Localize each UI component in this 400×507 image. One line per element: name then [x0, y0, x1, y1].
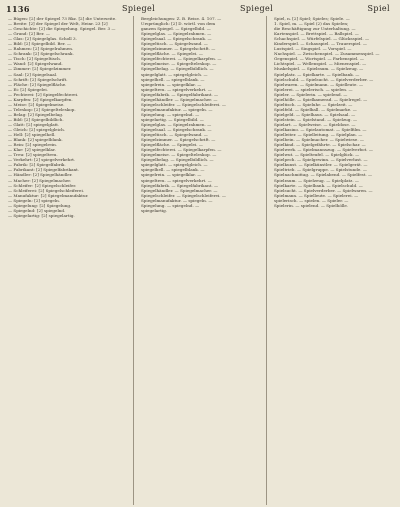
entry-line: Muskelspiel. — Spielraum. — Spielzeug. — — [274, 66, 364, 72]
entry-line: ganzen Spiegel. — Spiegelbild. — — [141, 26, 211, 32]
entry-line: Spielerin. — spielend. — Spielhölle. — [274, 202, 349, 208]
entry-line: Spielkasino. — Spielautomat. — Spielfilm. — — [274, 127, 367, 133]
entry-line: Spiegelfechterei. — Spiegelkarpfen. — — [141, 147, 222, 153]
entry-line: — Händler: [2] Spiegelhändler. — [8, 172, 73, 178]
entry-line: — Bügen: [2] der Spiegel 73 Rkz. [2] die Unterseite. — [8, 16, 117, 21]
entry-line: — Geschichte: [2] die Spiegelung. Spiegel. Ber. 3 — — [8, 26, 116, 32]
entry-line: Spiegelfabrik. — Spiegelfabrikant. — — [141, 91, 219, 97]
entry-line: die Beschäftigung zur Unterhaltung. — — [274, 26, 356, 32]
entry-line: Spiegelmanufaktur. — spiegeln. — — [141, 106, 213, 112]
entry-line: — Klar: [2] spiegelklar. — [8, 147, 56, 153]
entry-line: spiegelrein. — spiegelklar. — — [141, 172, 202, 178]
entry-line: — Fabrikant: [2] Spiegelfabrikant. — [8, 167, 80, 173]
entry-line: spiegelhell. — spiegelblank. — — [141, 167, 205, 173]
text-columns — [4, 16, 396, 505]
entry-line: — Bild: [2] Spiegelbild. Ber. — — [8, 41, 72, 47]
entry-line: Spiegelbelag. — Spiegelbildlich. — — [141, 157, 214, 163]
entry-line: — Fläche: [2] Spiegelfläche. — [8, 81, 67, 87]
entry-line: Nachspiel. — Zwischenspiel. — Zusammenspiel. — — [274, 51, 380, 57]
entry-line: Spieltrieb. — Spielgruppe. — Spielstunde. — — [274, 167, 367, 173]
entry-line: Spieltisch. — Spieluhr. — Spielzeit. — — [274, 101, 353, 107]
entry-line: Spielwut. — Spielteufel. — Spielglück. — — [274, 152, 360, 158]
entry-line: — Belag: [2] Spiegelbelag. — [8, 111, 64, 117]
entry-line: Spielnachmittag. — Spielabend. — Spielfest. — — [274, 172, 373, 178]
entry-line: Spiegelmeise. — Spiegelteleskop. — — [141, 152, 217, 158]
entry-line: spiegelartig. — Spiegelbild. — — [141, 116, 204, 122]
entry-line: — Blank: [2] spiegelblank. — [8, 137, 63, 143]
column-1-heading: Spiegel — [122, 4, 156, 13]
entry-line: — Schleiferei: [2] Spiegelschleiferei. — [8, 187, 85, 193]
entry-line: Spiel, n. [2] Spiel; Spieles; Spiele. — — [274, 16, 350, 21]
entry-line: Spielkunst. — Spielkünstler. — Spielgerät. — — [274, 162, 368, 168]
entry-line: — Karpfen: [2] Spiegelkarpfen. — [8, 96, 73, 102]
entry-line: Spiegelglas. — Spiegelrahmen. — — [141, 31, 212, 37]
entry-line: — Saal: [2] Spiegelsaal. — [8, 71, 58, 77]
column-3-heading: Spiel — [367, 4, 390, 13]
entry-line: Spiegelsaal. — Spiegelschrank. — — [141, 127, 212, 133]
running-header — [4, 3, 396, 15]
entry-line: — Wand: [2] Spiegelwand. — [8, 61, 63, 67]
entry-line: spiegelglatt. — spiegelgleich. — — [141, 71, 208, 77]
entry-line: Spiegelschleifer. — Spiegelschleiferei. — — [141, 101, 226, 107]
entry-line: Spielmann. — Spielleute. — Spielerei. — — [274, 192, 359, 198]
page-number: 1136 — [6, 4, 30, 14]
entry-line: Spiegelglas. — Spiegelrahmen. — — [141, 121, 212, 127]
entry-line: Spielpech. — Spielgewinn. — Spielverlust. — — [274, 157, 368, 163]
entry-line: Spiegeltisch. — Spiegelwand. — — [141, 41, 208, 47]
entry-line: — Schrift: [2] Spiegelschrift. — [8, 76, 68, 82]
entry-line: Spielhölle. — Spielkamerad. — Spielregel. — — [274, 96, 368, 102]
column-divider — [133, 16, 134, 505]
entry-line: Spiegelhändler. — Spiegelmacher. — — [141, 96, 218, 102]
text-column-3 — [270, 16, 396, 505]
column-2-heading: Spiegel — [240, 4, 274, 13]
entry-line: — Grund: [2] Ber. — — [8, 31, 50, 37]
entry-line: Spielwerk. — Spielmannszug. — Spielverbot. — — [274, 147, 373, 153]
entry-line: Spielsucht. — Spielverderber. — Spielwaren. — — [274, 187, 373, 193]
entry-line: — Schleifer: [2] Spiegelschleifer. — [8, 182, 77, 188]
entry-line: spiegelglatt. — spiegelgleich. — — [141, 162, 208, 168]
entry-line: — Spiegelnd: [2] spiegelnd. — [8, 207, 66, 213]
entry-line: spielerisch. — spielen. — Spieler. — — [274, 197, 349, 203]
entry-line: — Zimmer: [2] Spiegelzimmer. — [8, 66, 72, 72]
entry-line: — Teleskop: [2] Spiegelteleskop. — [8, 106, 76, 112]
entry-line: spiegelhell. — spiegelblank. — — [141, 76, 205, 82]
entry-line: Spielbein. — Spielmacher. — Spielwiese. — — [274, 137, 365, 143]
entry-line: Spiegelmanufaktur. — spiegeln. — — [141, 197, 213, 203]
entry-line: — Schrank: [2] Spiegelschrank. — [8, 51, 74, 57]
entry-line: — Tisch: [2] Spiegeltisch. — [8, 56, 62, 62]
entry-line: Spiegelung. — spiegelnd. — — [141, 111, 200, 117]
entry-line: Spiegelschleifer. — Spiegelschleiferei. — — [141, 192, 226, 198]
entry-line: — Breite: [2] der Spiegel der Welt, Heinr. 23 [2] — [8, 21, 108, 27]
entry-line: spiegeltreu. — spiegelverkehrt. — — [141, 177, 212, 183]
entry-line: — Spiegelartig: [2] spiegelartig. — [8, 212, 75, 218]
entry-line: Spiegelzimmer. — Spiegelschrift. — — [141, 46, 216, 52]
entry-line: Spiegelfläche. — Spiegelei. — — [141, 142, 203, 148]
entry-line: — Treu: [2] spiegeltreu. — [8, 152, 58, 158]
entry-line: Spielkind. — Spielgefährte. — Spielschar. — — [274, 142, 366, 148]
entry-line: Gegenspiel. — Wortspiel. — Farbenspiel. — — [274, 56, 364, 62]
entry-line: — Manufaktur: [2] Spiegelmanufaktur. — [8, 192, 89, 198]
entry-line: Spiegelhändler. — Spiegelmacher. — — [141, 187, 218, 193]
entry-line: — Rahmen: [2] Spiegelrahmen. — [8, 46, 74, 52]
entry-line: Schachspiel. — Würfelspiel. — Glücksspiel. — — [274, 36, 370, 42]
entry-line: Spielwaren. — Spielmann. — Spielleute. — — [274, 81, 364, 87]
entry-line: Spiegelbelag. — Spiegelbildlich. — — [141, 66, 214, 72]
entry-line: Spiegelzimmer. — Spiegelschrift. — — [141, 137, 216, 143]
entry-line: Spielstein. — Spielstand. — Spielzug. — — [274, 116, 358, 122]
entry-line: Kartenspiel. — Brettspiel. — Ballspiel. — — [274, 31, 359, 37]
entry-line: Spielgeld. — Spielhaus. — Spielsaal. — — [274, 111, 356, 117]
entry-line: Kinderspiel. — Schauspiel. — Trauerspiel. — — [274, 41, 367, 47]
entry-line: — Glas: [2] Spiegelglas. Scholl 3. — [8, 36, 77, 42]
entry-line: Spiegelfabrik. — Spiegelfabrikant. — — [141, 182, 219, 188]
entry-line: — Spiegeln: [2] spiegeln. — [8, 197, 61, 203]
entry-line: spiegelrein. — spiegelklar. — — [141, 81, 202, 87]
entry-line: Ursprünglich: [2] D. wörtl. von dem — [141, 21, 216, 27]
entry-line: Spiegelmeise. — Spiegelteleskop. — — [141, 61, 217, 67]
entry-line: — Fechterei: [2] Spiegelfechterei. — [8, 91, 79, 97]
entry-line: — Macher: [2] Spiegelmacher. — [8, 177, 72, 183]
entry-line: — Fabrik: [2] Spiegelfabrik. — [8, 162, 66, 168]
entry-line: — Gleich: [2] spiegelgleich. — [8, 127, 66, 133]
entry-line: Spielleiter. — Spielleitung. — Spielplan. — — [274, 132, 363, 138]
entry-line: — Meise: [2] Spiegelmeise. — [8, 101, 65, 107]
entry-line: Spielraum. — Spielzeug. — Spielplatz. — — [274, 177, 360, 183]
text-column-1 — [4, 16, 130, 505]
entry-line: — Ei: [2] Spiegelei. — [8, 86, 49, 92]
entry-line: — Rein: [2] spiegelrein. — [8, 142, 58, 148]
entry-line: spiegelartig. — [141, 207, 168, 213]
entry-line: Lichtspiel. — Wellenspiel. — Mienenspiel. — — [274, 61, 367, 67]
entry-line: Bergleichungen: Z. B. Reise. 4. 107. — — [141, 16, 222, 21]
entry-line: Spielkarte. — Spielbank. — Spielschuld. — — [274, 182, 363, 188]
entry-line: Spiegelfechterei. — Spiegelkarpfen. — — [141, 56, 222, 62]
entry-line: Spiegelsaal. — Spiegelschrank. — — [141, 36, 212, 42]
entry-line: — Hell: [2] spiegelhell. — [8, 132, 56, 138]
entry-line: Lustspiel. — Singspiel. — Vorspiel. — — [274, 46, 352, 52]
entry-line: Spiegelfläche. — Spiegelei. — — [141, 51, 203, 57]
entry-line: 1. Spiel, m. — Spiel (2) das Spielen; — [274, 21, 349, 27]
column-divider — [266, 16, 267, 505]
entry-line: Spielart. — Spielweise. — Spieldose. — — [274, 121, 356, 127]
text-column-2 — [137, 16, 263, 505]
entry-line: spiegeltreu. — spiegelverkehrt. — — [141, 86, 212, 92]
entry-line: Spieler. — Spielerin. — spielend. — — [274, 91, 348, 97]
entry-line: Spielerei. — spielerisch. — spielen. — — [274, 86, 353, 92]
entry-line: Spielfeld. — Spielball. — Spielmarke. — — [274, 106, 357, 112]
entry-line: — Verkehrt: [2] spiegelverkehrt. — [8, 157, 76, 163]
entry-line: Spiegeltisch. — Spiegelwand. — — [141, 132, 208, 138]
entry-line: — Spiegelung: [2] Spiegelung. — [8, 202, 72, 208]
entry-line: — Glatt: [2] spiegelglatt. — [8, 121, 60, 127]
entry-line: Spielplatz. — Spielkarte. — Spielbank. — — [274, 71, 360, 77]
entry-line: Spiegelung. — spiegelnd. — — [141, 202, 200, 208]
entry-line: — Bild: [2] Spiegelbildlich. — [8, 116, 64, 122]
entry-line: Spielschuld. — Spielsucht. — Spielverderber. — — [274, 76, 374, 82]
